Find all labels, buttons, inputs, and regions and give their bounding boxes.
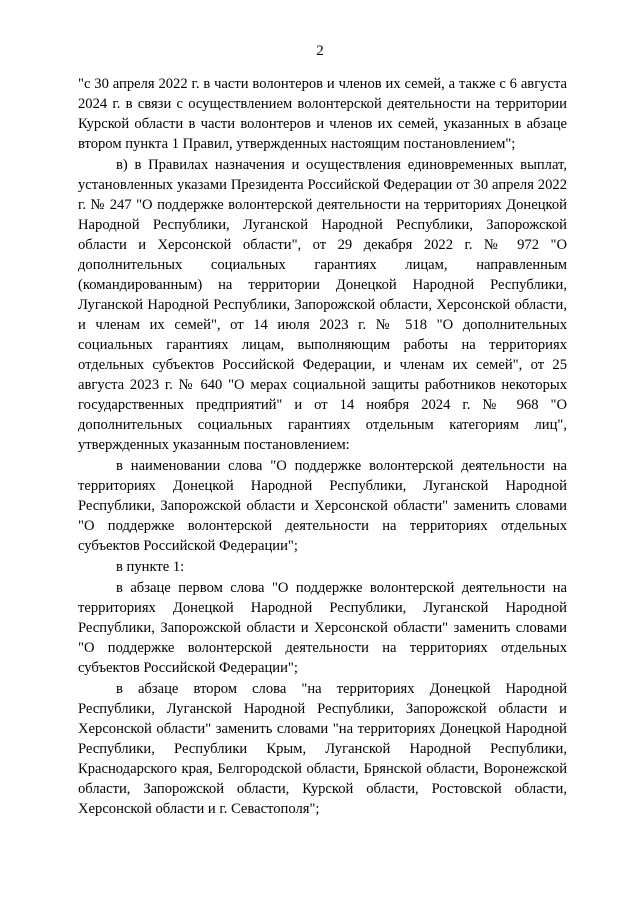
page-number: 2 xyxy=(316,43,324,59)
paragraph-quote-continuation: "с 30 апреля 2022 г. в части волонтеров и членов их семей, а также с 6 августа 2024 г. в связи с осуществлением волонтерской деятельности на территории Курской области в части волонтеров и членов их семей, указанных в абзаце втором пункта 1 Правил, утвержденных настоящим постановлением"; xyxy=(78,76,567,152)
paragraph-point-1: в пункте 1: xyxy=(116,559,185,575)
paragraph-item-v: в) в Правилах назначения и осуществления единовременных выплат, установленных указами Президента Российской Федерации от 30 апреля 2022 г. № 247 "О поддержке волонтерской деятельности на территориях Донецкой Народной Республики, Луганской Народной Республики, Запорожской области и Херсонской области", от 29 декабря 2022 г. № 972 "О дополнительных социальных гарантиях лицам, направленным (командированным) на территории Донецкой Народной Республики, Луганской Народной Республики, Запорожской области, Херсонской области, и членам их семей", от 14 июля 2023 г. № 518 "О дополнительных социальных гарантиях лицам, выполняющим работы на территориях отдельных субъектов Российской Федерации, и членам их семей", от 25 августа 2023 г. № 640 "О мерах социальной защиты работников некоторых государственных предприятий" и от 14 ноября 2024 г. № 968 "О дополнительных социальных гарантиях отдельным категориям лиц", утвержденных указанным постановлением: xyxy=(78,157,567,453)
paragraph-title-change: в наименовании слова "О поддержке волонтерской деятельности на территориях Донецкой Народной Республики, Луганской Народной Республики, Запорожской области и Херсонской области" заменить словами "О поддержке волонтерской деятельности на территориях отдельных субъектов Российской Федерации"; xyxy=(78,458,567,554)
document-body xyxy=(78,74,567,819)
paragraph-second-subparagraph: в абзаце втором слова "на территориях Донецкой Народной Республики, Луганской Народной Республики, Запорожской области и Херсонской области" заменить словами "на территориях Донецкой Народной Республики, Республики Крым, Луганской Народной Республики, Краснодарского края, Белгородской области, Брянской области, Воронежской области, Запорожской области, Курской области, Ростовской области, Херсонской области и г. Севастополя"; xyxy=(78,681,567,817)
paragraph-first-subparagraph: в абзаце первом слова "О поддержке волонтерской деятельности на территориях Донецкой Народной Республики, Луганской Народной Республики, Запорожской области и Херсонской области" заменить словами "О поддержке волонтерской деятельности на территориях отдельных субъектов Российской Федерации"; xyxy=(78,580,567,676)
